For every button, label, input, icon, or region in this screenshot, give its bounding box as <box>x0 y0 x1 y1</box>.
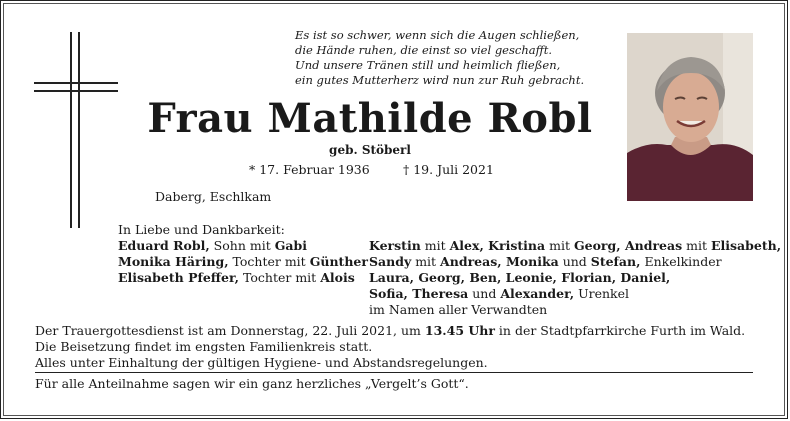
mourner-line: im Namen aller Verwandten <box>369 302 548 317</box>
mourner-line: Kerstin mit Alex, Kristina mit Georg, Andreas mit Elisabeth, <box>369 238 782 253</box>
maiden-name: geb. Stöberl <box>329 143 411 157</box>
mourner-line: Elisabeth Pfeffer, Tochter mit Alois <box>118 270 355 285</box>
service-info <box>35 323 745 371</box>
poem-line: Es ist so schwer, wenn sich die Augen schließen, <box>295 28 580 42</box>
mourners-right <box>369 238 781 318</box>
death-date: † 19. Juli 2021 <box>403 162 494 177</box>
service-line: Alles unter Einhaltung der gültigen Hygiene- und Abstandsregelungen. <box>35 355 488 370</box>
portrait-photo <box>627 33 753 201</box>
residence: Daberg, Eschlkam <box>155 189 272 204</box>
birth-date: * 17. Februar 1936 <box>249 162 370 177</box>
thanks-line: Für alle Anteilnahme sagen wir ein ganz herzliches „Vergelt’s Gott“. <box>35 376 469 391</box>
mourner-line: Sofia, Theresa und Alexander, Urenkel <box>369 286 630 301</box>
mourner-line: Monika Häring, Tochter mit Günther <box>118 254 368 269</box>
divider <box>35 372 753 373</box>
poem <box>295 28 615 88</box>
poem-line: Und unsere Tränen still und heimlich fließen, <box>295 58 561 72</box>
mourners-left <box>118 222 368 286</box>
service-line: Die Beisetzung findet im engsten Familienkreis statt. <box>35 339 373 354</box>
mourner-line: Eduard Robl, Sohn mit Gabi <box>118 238 307 253</box>
mourners-intro: In Liebe und Dankbarkeit: <box>118 222 285 237</box>
poem-line: ein gutes Mutterherz wird nun zur Ruh gebracht. <box>295 73 585 87</box>
deceased-name: Frau Mathilde Robl <box>147 95 593 142</box>
poem-line: die Hände ruhen, die einst so viel geschafft. <box>295 43 553 57</box>
mourner-line: Laura, Georg, Ben, Leonie, Florian, Daniel, <box>369 270 671 285</box>
service-line: Der Trauergottesdienst ist am Donnerstag, 22. Juli 2021, um 13.45 Uhr in der Stadtpfarrkirche Furth im Wald. <box>35 323 746 338</box>
cross-icon <box>34 32 118 228</box>
mourner-line: Sandy mit Andreas, Monika und Stefan, Enkelkinder <box>369 254 722 269</box>
